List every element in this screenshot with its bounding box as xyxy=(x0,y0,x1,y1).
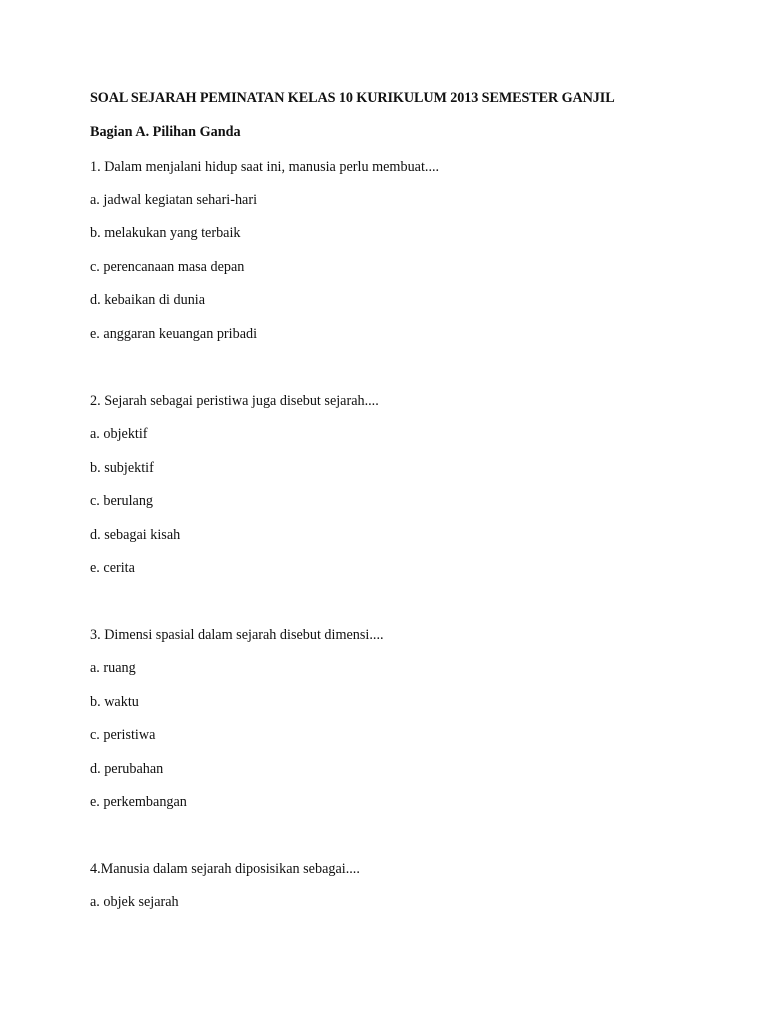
option-b: b. melakukan yang terbaik xyxy=(90,225,241,241)
option-a: a. objek sejarah xyxy=(90,894,179,910)
option-a: a. jadwal kegiatan sehari-hari xyxy=(90,192,258,208)
option-d: d. perubahan xyxy=(90,761,164,777)
option-e: e. anggaran keuangan pribadi xyxy=(90,326,258,342)
question-text: 2. Sejarah sebagai peristiwa juga disebut sejarah.... xyxy=(90,393,379,409)
option-a: a. ruang xyxy=(90,660,136,676)
question-text: 3. Dimensi spasial dalam sejarah disebut dimensi.... xyxy=(90,627,384,643)
option-a: a. objektif xyxy=(90,426,148,442)
question-text: 1. Dalam menjalani hidup saat ini, manusia perlu membuat.... xyxy=(90,159,440,175)
option-d: d. kebaikan di dunia xyxy=(90,292,206,308)
section-heading: Bagian A. Pilihan Ganda xyxy=(90,124,241,140)
option-c: c. perencanaan masa depan xyxy=(90,259,245,275)
option-c: c. peristiwa xyxy=(90,727,156,743)
document-title: SOAL SEJARAH PEMINATAN KELAS 10 KURIKULUM 2013 SEMESTER GANJIL xyxy=(90,90,615,106)
option-e: e. cerita xyxy=(90,560,135,576)
option-b: b. subjektif xyxy=(90,460,154,476)
option-e: e. perkembangan xyxy=(90,794,187,810)
option-b: b. waktu xyxy=(90,694,139,710)
question-text: 4.Manusia dalam sejarah diposisikan sebagai.... xyxy=(90,861,360,877)
option-d: d. sebagai kisah xyxy=(90,527,181,543)
option-c: c. berulang xyxy=(90,493,154,509)
